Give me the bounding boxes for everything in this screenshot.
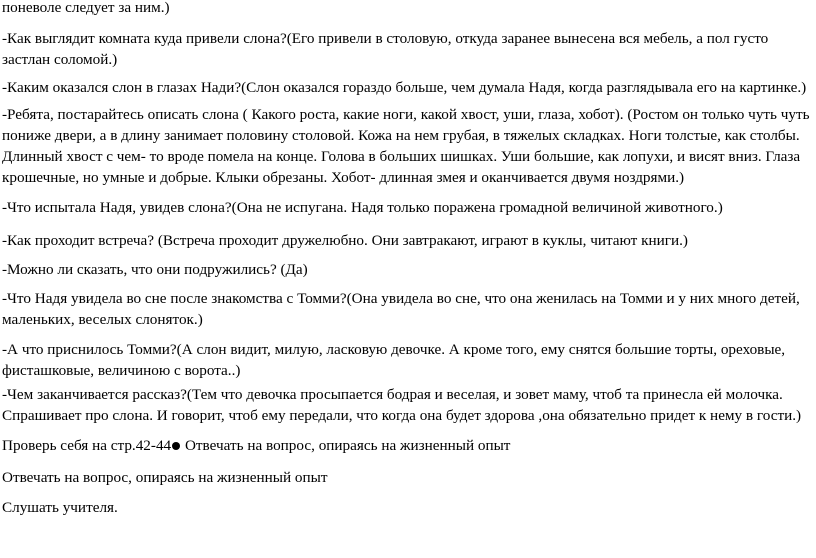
paragraph-room-question: -Как выглядит комната куда привели слона?(Его привели в столовую, откуда заранее вынесена вся мебель, а пол густо застлан соломой.): [2, 30, 769, 68]
bullet-icon: [172, 442, 180, 450]
check-yourself-text: Проверь себя на стр.42-44: [2, 437, 172, 454]
check-yourself-instruction: Отвечать на вопрос, опираясь на жизненный опыт: [181, 437, 511, 454]
paragraph-tommy-dream-question: -А что приснилось Томми?(А слон видит, милую, ласковую девочке. А кроме того, ему снятся большие торты, ореховые, фисташковые, величиною с ворота..): [2, 341, 786, 379]
paragraph-nadya-view-question: -Каким оказался слон в глазах Нади?(Слон оказался гораздо больше, чем думала Надя, когда разглядывала его на картинке.): [2, 79, 807, 96]
paragraph-nadya-dream-question: -Что Надя увидела во сне после знакомства с Томми?(Она увидела во сне, что она женилась на Томми и у них много детей, маленьких, веселых слоняток.): [2, 290, 800, 328]
listen-teacher-line: Слушать учителя.: [2, 499, 118, 516]
paragraph-continuation: поневоле следует за ним.): [2, 0, 170, 16]
paragraph-describe-elephant: -Ребята, постарайтесь описать слона ( Какого роста, какие ноги, какой хвост, уши, глаза, хобот). (Ростом он только чуть чуть пониже двери, а в длину занимает половину столовой. Кожа на нем грубая, в тяжелых складках. Ноги толстые, как столбы. Длинный хвост с чем- то вроде помела на конце. Голова в больших шишках. Уши большие, как лопухи, и висят вниз. Глаза крошечные, но умные и добрые. Клыки обрезаны. Хобот- длинная змея и оканчивается двумя ноздрями.): [2, 106, 810, 186]
check-yourself-line: [0, 435, 510, 456]
paragraph-nadya-feeling-question: -Что испытала Надя, увидев слона?(Она не испугана. Надя только поражена громадной величиной животного.): [2, 199, 723, 216]
paragraph-meeting-question: -Как проходит встреча? (Встреча проходит дружелюбно. Они завтракают, играют в куклы, читают книги.): [2, 232, 688, 249]
paragraph-ending-question: -Чем заканчивается рассказ?(Тем что девочка просыпается бодрая и веселая, и зовет маму, чтоб та принесла ей молочка. Спрашивает про слона. И говорит, чтоб ему передали, что когда она будет здорова ,она обязательно придет к нему в гости.): [2, 386, 802, 424]
paragraph-friends-question: -Можно ли сказать, что они подружились? (Да): [2, 261, 308, 278]
answer-instruction-line: Отвечать на вопрос, опираясь на жизненный опыт: [2, 469, 328, 486]
